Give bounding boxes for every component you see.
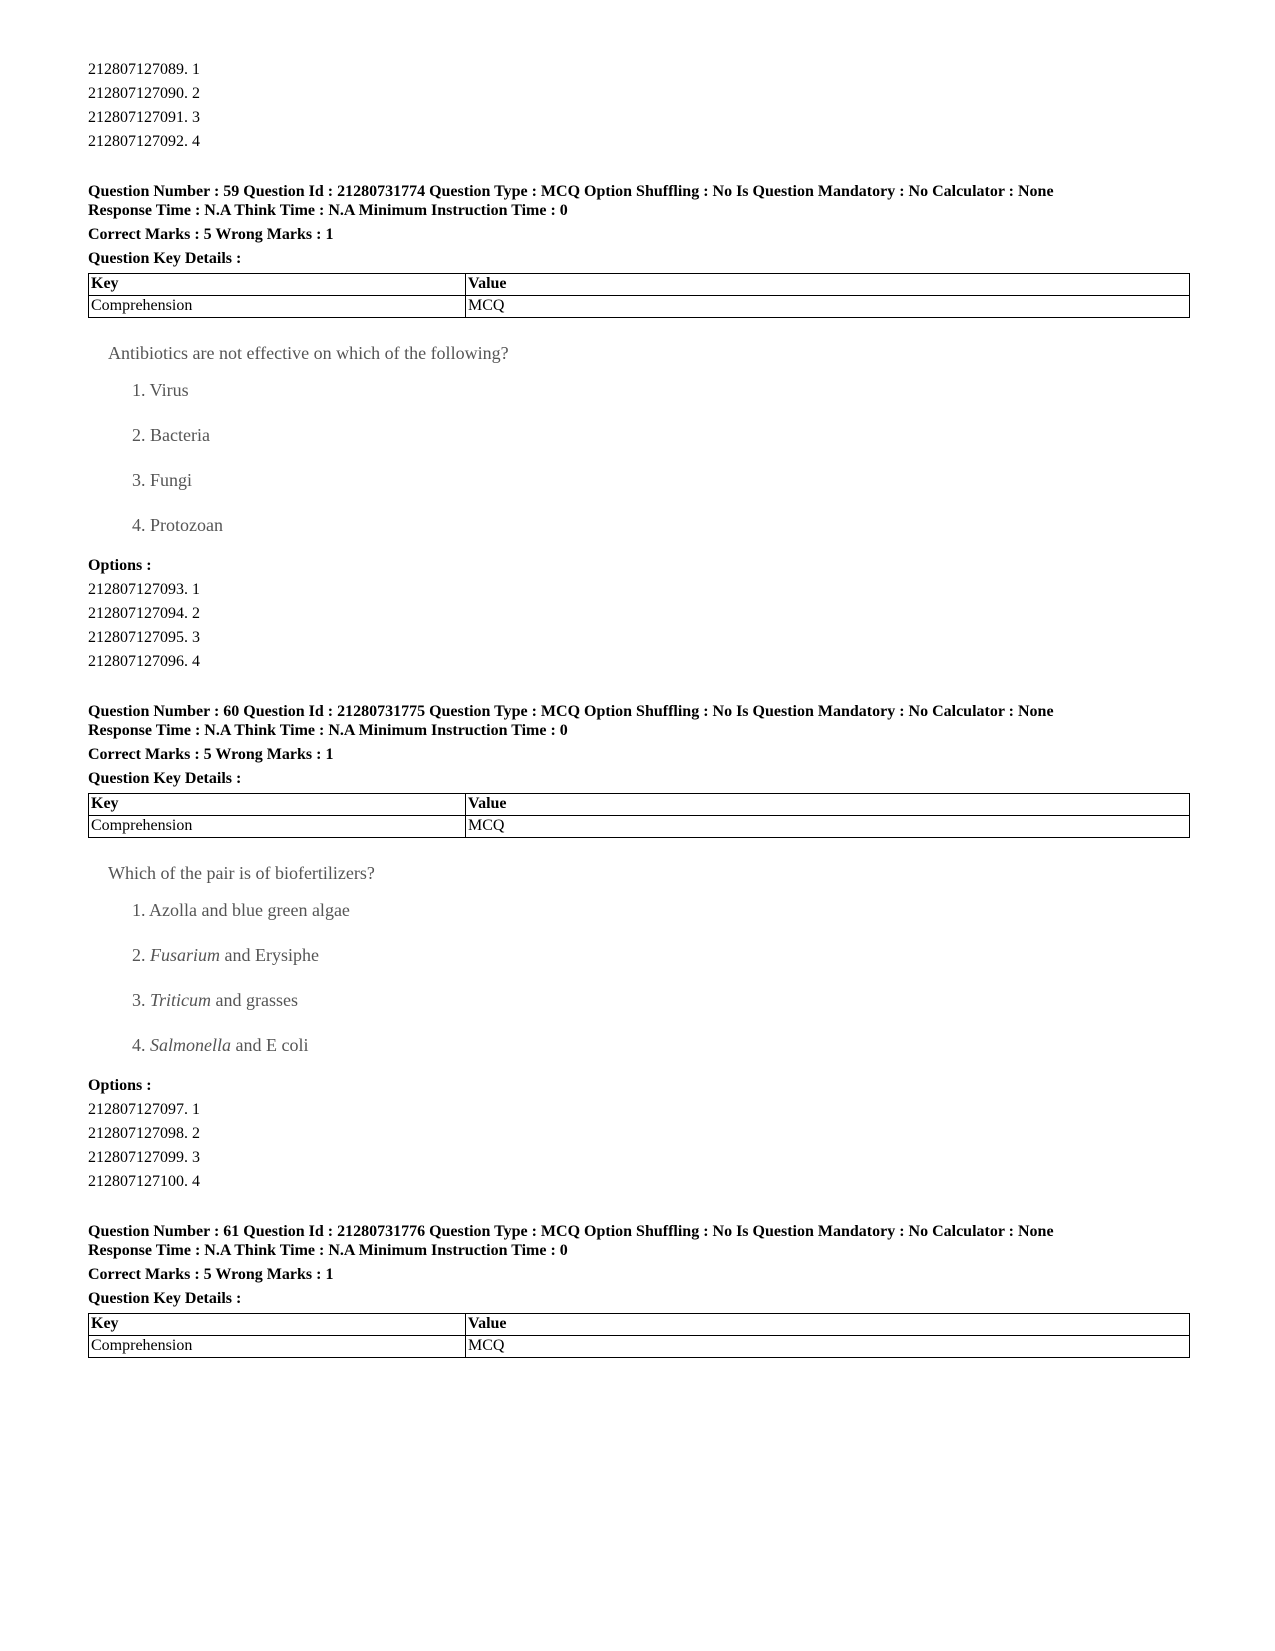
option-line: 212807127094. 2: [88, 605, 200, 622]
table-header-value: Value: [466, 274, 1190, 296]
answer-choice: 4. Protozoan: [132, 515, 223, 535]
option-line: 212807127091. 3: [88, 109, 200, 126]
answer-choice: [132, 978, 1190, 1023]
question-stem: Antibiotics are not effective on which of the following?: [108, 343, 509, 363]
answer-choice: 1. Virus: [132, 380, 189, 400]
table-cell-value: MCQ: [466, 296, 1190, 318]
question-meta-line-2: Response Time : N.A Think Time : N.A Minimum Instruction Time : 0: [88, 1242, 568, 1259]
table-cell-key: Comprehension: [89, 296, 466, 318]
options-label: Options :: [88, 1077, 152, 1094]
previous-question-options: [88, 58, 1190, 154]
key-details-label: Question Key Details :: [88, 770, 242, 787]
option-line: 212807127100. 4: [88, 1173, 200, 1190]
table-cell-value: MCQ: [466, 1336, 1190, 1358]
choice-number: 1.: [132, 900, 150, 920]
question-block-61: [88, 1222, 1190, 1358]
option-line: 212807127095. 3: [88, 629, 200, 646]
options-label: Options :: [88, 557, 152, 574]
table-cell-key: Comprehension: [89, 1336, 466, 1358]
question-meta-line-1: Question Number : 60 Question Id : 21280731775 Question Type : MCQ Option Shuffling : No Is Question Mandatory : No Calculator : None: [88, 703, 1054, 720]
table-cell-key: Comprehension: [89, 816, 466, 838]
question-stem: Which of the pair is of biofertilizers?: [108, 863, 375, 883]
key-details-label: Question Key Details :: [88, 250, 242, 267]
question-paper-page: [88, 58, 1190, 1358]
choice-text-rest: and E coli: [231, 1035, 309, 1055]
option-line: 212807127093. 1: [88, 581, 200, 598]
question-meta-line-1: Question Number : 59 Question Id : 21280731774 Question Type : MCQ Option Shuffling : No Is Question Mandatory : No Calculator : None: [88, 183, 1054, 200]
table-header-key: Key: [89, 794, 466, 816]
option-line: 212807127090. 2: [88, 85, 200, 102]
choice-text-rest: and grasses: [211, 990, 298, 1010]
answer-choice: [132, 1023, 1190, 1068]
marks-line: Correct Marks : 5 Wrong Marks : 1: [88, 1266, 334, 1283]
question-block-60: [88, 702, 1190, 1194]
question-header: [88, 182, 1190, 220]
choice-text-italic: Triticum: [150, 990, 212, 1010]
key-details-table: [88, 793, 1190, 838]
question-image: [108, 338, 1190, 548]
option-line: 212807127099. 3: [88, 1149, 200, 1166]
marks-line: Correct Marks : 5 Wrong Marks : 1: [88, 746, 334, 763]
table-cell-value: MCQ: [466, 816, 1190, 838]
question-header: [88, 1222, 1190, 1260]
option-line: 212807127089. 1: [88, 61, 200, 78]
question-header: [88, 702, 1190, 740]
key-details-table: [88, 273, 1190, 318]
choice-number: 4.: [132, 1035, 150, 1055]
table-header-value: Value: [466, 794, 1190, 816]
table-header-value: Value: [466, 1314, 1190, 1336]
option-line: 212807127097. 1: [88, 1101, 200, 1118]
table-header-key: Key: [89, 274, 466, 296]
option-line: 212807127092. 4: [88, 133, 200, 150]
choice-text-italic: Salmonella: [150, 1035, 231, 1055]
option-line: 212807127098. 2: [88, 1125, 200, 1142]
answer-choice: 3. Fungi: [132, 470, 193, 490]
choice-text-italic: Fusarium: [150, 945, 221, 965]
answer-choice: [132, 888, 1190, 933]
question-meta-line-2: Response Time : N.A Think Time : N.A Minimum Instruction Time : 0: [88, 202, 568, 219]
question-block-59: [88, 182, 1190, 674]
question-meta-line-2: Response Time : N.A Think Time : N.A Minimum Instruction Time : 0: [88, 722, 568, 739]
answer-choice: 2. Bacteria: [132, 425, 210, 445]
key-details-table: [88, 1313, 1190, 1358]
marks-line: Correct Marks : 5 Wrong Marks : 1: [88, 226, 334, 243]
answer-choice: [132, 933, 1190, 978]
option-line: 212807127096. 4: [88, 653, 200, 670]
choice-number: 2.: [132, 945, 150, 965]
key-details-label: Question Key Details :: [88, 1290, 242, 1307]
choice-text-rest: and Erysiphe: [220, 945, 319, 965]
choice-number: 3.: [132, 990, 150, 1010]
table-header-key: Key: [89, 1314, 466, 1336]
question-image: [108, 858, 1190, 1068]
question-meta-line-1: Question Number : 61 Question Id : 21280731776 Question Type : MCQ Option Shuffling : No Is Question Mandatory : No Calculator : None: [88, 1223, 1054, 1240]
choice-text: Azolla and blue green algae: [149, 900, 350, 920]
